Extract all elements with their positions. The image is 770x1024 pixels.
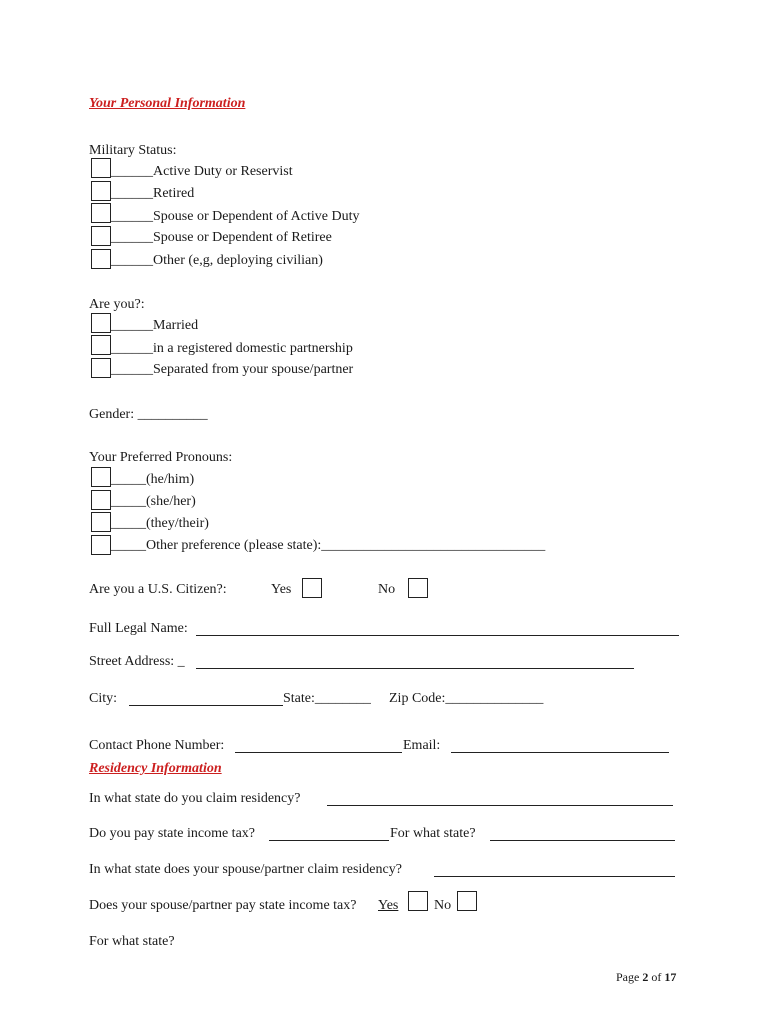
email-label: Email:: [403, 738, 441, 753]
checkbox-they-their[interactable]: [91, 512, 111, 532]
checkbox-other-pronoun[interactable]: [91, 535, 111, 555]
gender-field[interactable]: Gender: __________: [89, 407, 208, 422]
page-total: 17: [664, 970, 677, 984]
option-spouse-retiree: ______Spouse or Dependent of Retiree: [111, 230, 332, 245]
pay-tax-question: Do you pay state income tax?: [89, 826, 256, 841]
email-field[interactable]: [451, 740, 669, 753]
for-what-state-label-2: For what state?: [89, 934, 175, 949]
checkbox-citizen-no[interactable]: [408, 578, 428, 598]
legal-name-label: Full Legal Name:: [89, 621, 188, 636]
option-other-civilian: ______Other (e,g, deploying civilian): [111, 253, 323, 268]
city-label: City:: [89, 691, 118, 706]
street-address-field[interactable]: [196, 656, 634, 669]
spouse-yes-text: Yes: [378, 898, 399, 913]
claim-state-field[interactable]: [327, 793, 673, 806]
option-they-their: _____(they/their): [111, 516, 209, 531]
checkbox-he-him[interactable]: [91, 467, 111, 487]
option-domestic-partnership: ______in a registered domestic partnership: [111, 341, 353, 356]
checkbox-she-her[interactable]: [91, 490, 111, 510]
checkbox-active-duty[interactable]: [91, 158, 111, 178]
page-word: Page: [616, 970, 640, 984]
pronouns-label: Your Preferred Pronouns:: [89, 450, 233, 465]
checkbox-married[interactable]: [91, 313, 111, 333]
checkbox-spouse-active-duty[interactable]: [91, 203, 111, 223]
citizen-label: Are you a U.S. Citizen?:: [89, 582, 227, 597]
claim-state-question: In what state do you claim residency?: [89, 791, 301, 806]
for-what-state-label: For what state?: [390, 826, 476, 841]
spouse-yes-label: [378, 898, 398, 914]
of-word: of: [651, 970, 662, 984]
checkbox-other-civilian[interactable]: [91, 249, 111, 269]
are-you-label: Are you?:: [89, 297, 145, 312]
personal-info-heading: Your Personal Information: [89, 96, 246, 111]
checkbox-domestic-partnership[interactable]: [91, 335, 111, 355]
option-she-her: _____(she/her): [111, 494, 196, 509]
page-number: [616, 969, 676, 985]
zip-code-field[interactable]: Zip Code:______________: [389, 691, 544, 706]
pay-tax-field[interactable]: [269, 828, 389, 841]
spouse-pay-question: Does your spouse/partner pay state income tax?: [89, 898, 357, 913]
state-field[interactable]: State:________: [283, 691, 371, 706]
option-retired: ______Retired: [111, 186, 195, 201]
page-current: 2: [642, 970, 649, 984]
checkbox-retired[interactable]: [91, 181, 111, 201]
checkbox-spouse-retiree[interactable]: [91, 226, 111, 246]
checkbox-spouse-no[interactable]: [457, 891, 477, 911]
contact-phone-field[interactable]: [235, 740, 402, 753]
spouse-claim-field[interactable]: [434, 864, 675, 877]
legal-name-field[interactable]: [196, 623, 679, 636]
contact-phone-label: Contact Phone Number:: [89, 738, 225, 753]
option-he-him: _____(he/him): [111, 472, 195, 487]
military-status-label: Military Status:: [89, 143, 177, 158]
citizen-no-label: No: [378, 582, 396, 597]
option-separated: ______Separated from your spouse/partner: [111, 362, 354, 377]
spouse-claim-question: In what state does your spouse/partner claim residency?: [89, 862, 402, 877]
for-what-state-field[interactable]: [490, 828, 675, 841]
checkbox-separated[interactable]: [91, 358, 111, 378]
option-married: ______Married: [111, 318, 199, 333]
option-other-pronoun: _____Other preference (please state):________________________________: [111, 538, 546, 553]
spouse-no-label: No: [434, 898, 452, 913]
option-active-duty: ______Active Duty or Reservist: [111, 164, 293, 179]
option-spouse-active-duty: ______Spouse or Dependent of Active Duty: [111, 209, 360, 224]
street-address-label: Street Address: _: [89, 654, 185, 669]
checkbox-citizen-yes[interactable]: [302, 578, 322, 598]
city-field[interactable]: [129, 693, 283, 706]
residency-info-heading: Residency Information: [89, 761, 222, 776]
checkbox-spouse-yes[interactable]: [408, 891, 428, 911]
citizen-yes-label: Yes: [271, 582, 292, 597]
